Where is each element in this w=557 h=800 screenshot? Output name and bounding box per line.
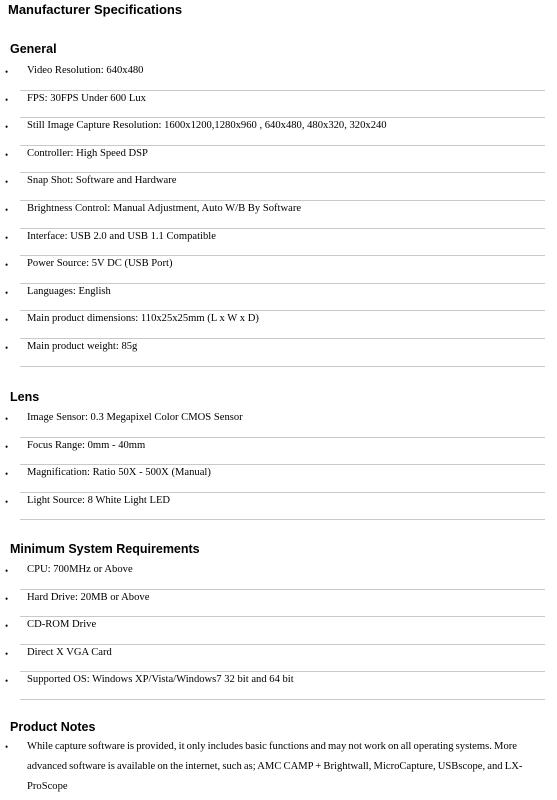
bullet-icon: • [5, 496, 9, 507]
bullet-icon: • [5, 287, 9, 298]
lens-spec-list [0, 410, 557, 520]
bullet-icon: • [5, 566, 9, 576]
bullet-icon: • [5, 414, 9, 424]
list-item: • Power Source: 5V DC (USB Port) [0, 256, 557, 284]
bullet-icon: • [5, 67, 9, 77]
list-item: • Still Image Capture Resolution: 1600x1200,1280x960 , 640x480, 480x320, 320x240 [0, 118, 557, 146]
list-item: • Snap Shot: Software and Hardware [0, 173, 557, 201]
general-spec-list [0, 63, 557, 367]
list-item: • Direct X VGA Card [0, 645, 557, 673]
bullet-icon: • [5, 94, 9, 105]
list-item: • CPU: 700MHz or Above [0, 562, 557, 590]
list-item: • Focus Range: 0mm - 40mm [0, 438, 557, 466]
list-item: • Controller: High Speed DSP [0, 146, 557, 174]
bullet-icon: • [5, 648, 9, 659]
bullet-icon: • [5, 149, 9, 160]
list-item: • Video Resolution: 640x480 [0, 63, 557, 91]
bullet-icon: • [5, 260, 9, 271]
list-item: • Brightness Control: Manual Adjustment, Auto W/B By Software [0, 201, 557, 229]
bullet-icon: • [5, 621, 9, 632]
list-item: • Light Source: 8 White Light LED [0, 493, 557, 521]
bullet-icon: • [5, 177, 9, 188]
product-note-text: While capture software is provided, it only includes basic functions and may not work on all operating systems. More advanced software is available on the internet, such as; AMC CAMP + Brightwall, MicroCapture, USBscope, and LX-ProScope [27, 741, 523, 792]
list-item: • Languages: English [0, 284, 557, 312]
section-heading-system-requirements: Minimum System Requirements [10, 542, 200, 556]
bullet-icon: • [5, 469, 9, 480]
page-title: Manufacturer Specifications [8, 2, 183, 17]
list-item: • Interface: USB 2.0 and USB 1.1 Compatible [0, 229, 557, 257]
bullet-icon: • [5, 342, 9, 353]
list-item: • FPS: 30FPS Under 600 Lux [0, 91, 557, 119]
bullet-icon: • [5, 742, 9, 752]
system-requirements-list [0, 562, 557, 700]
bullet-icon: • [5, 676, 9, 687]
list-item: • Main product dimensions: 110x25x25mm (L x W x D) [0, 311, 557, 339]
bullet-icon: • [5, 441, 9, 452]
list-item: • Magnification: Ratio 50X - 500X (Manual) [0, 465, 557, 493]
list-item: • Hard Drive: 20MB or Above [0, 590, 557, 618]
bullet-icon: • [5, 204, 9, 215]
list-item: • Image Sensor: 0.3 Megapixel Color CMOS Sensor [0, 410, 557, 438]
bullet-icon: • [5, 593, 9, 604]
list-item: • Main product weight: 85g [0, 339, 557, 367]
section-heading-general: General [10, 42, 57, 56]
section-heading-product-notes: Product Notes [10, 720, 96, 734]
bullet-icon: • [5, 232, 9, 243]
bullet-icon: • [5, 315, 9, 326]
bullet-icon: • [5, 122, 9, 133]
list-item: • Supported OS: Windows XP/Vista/Windows7 32 bit and 64 bit [0, 672, 557, 700]
list-item: • CD-ROM Drive [0, 617, 557, 645]
section-heading-lens: Lens [10, 390, 40, 404]
list-item [0, 737, 557, 799]
product-notes-list [0, 737, 557, 799]
